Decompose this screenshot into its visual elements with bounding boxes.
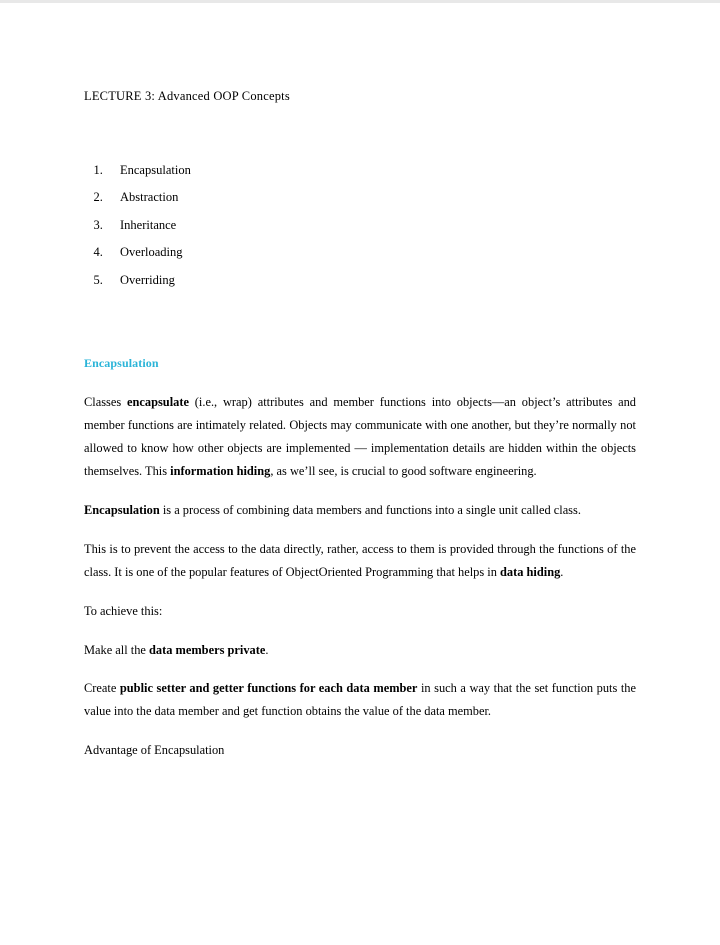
body-text: (i.e., wrap) attributes and member functions into objects—an object’s attributes and member functions are intimately related. Objects may communicate with one another, but they’re normally not allowed to know how other objects are implemented — implementation details are hidden within the objects themselves. This — [84, 395, 636, 478]
list-item: 5. Overriding — [106, 274, 636, 287]
body-text: is a process of combining data members and functions into a single unit called class. — [159, 502, 581, 517]
paragraph — [84, 600, 636, 623]
paragraph — [84, 739, 636, 762]
body-text: This is to prevent the access to the data directly, rather, access to them is provided through the functions of the class. It is one of the popular features of ObjectOriented Programming that helps in — [84, 541, 636, 579]
list-item: 1. Encapsulation — [106, 164, 636, 177]
paragraph — [84, 391, 636, 483]
document-content — [84, 88, 636, 762]
paragraph — [84, 639, 636, 662]
body-text: , as we’ll see, is crucial to good software engineering. — [270, 463, 537, 478]
body-text: . — [560, 564, 564, 579]
emphasis-text: public setter and getter functions for each data member — [119, 681, 418, 696]
topics-list — [84, 164, 636, 287]
paragraph — [84, 499, 636, 522]
list-item: 2. Abstraction — [106, 191, 636, 204]
body-text: Advantage of Encapsulation — [84, 743, 225, 758]
page-top-rule — [0, 0, 720, 3]
paragraph — [84, 677, 636, 723]
list-item: 4. Overloading — [106, 246, 636, 259]
body-text: Make all the — [84, 642, 150, 657]
body-text: To achieve this: — [84, 603, 163, 618]
paragraph — [84, 538, 636, 584]
emphasis-text: data hiding — [500, 564, 561, 579]
body-text: in such a way that the set function puts the value into the data member and get function obtains the value of the data member. — [84, 681, 636, 719]
emphasis-text: Encapsulation — [84, 502, 160, 517]
section-body — [84, 391, 636, 762]
body-text: . — [265, 642, 269, 657]
body-text: Classes — [84, 395, 127, 409]
emphasis-text: encapsulate — [127, 395, 189, 409]
page-title: LECTURE 3: Advanced OOP Concepts — [84, 89, 290, 103]
emphasis-text: information hiding — [170, 463, 271, 478]
section-heading-encapsulation: Encapsulation — [84, 356, 159, 370]
body-text: Create — [84, 681, 120, 696]
emphasis-text: data members private — [149, 642, 266, 657]
list-item: 3. Inheritance — [106, 219, 636, 232]
